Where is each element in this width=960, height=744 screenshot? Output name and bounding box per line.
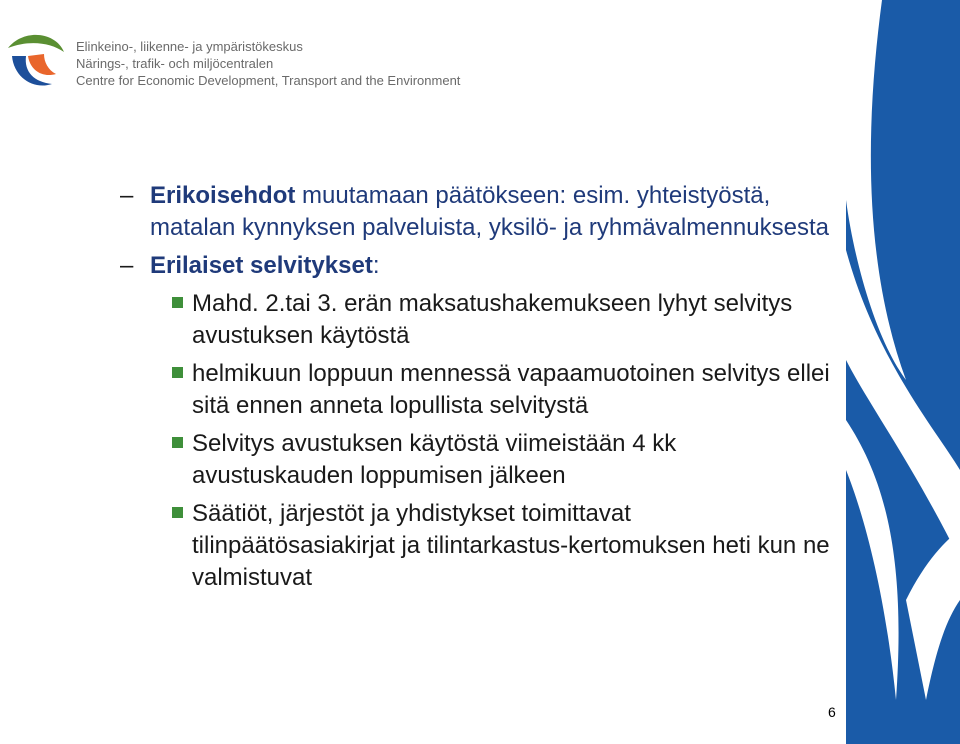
item-text: helmikuun loppuun mennessä vapaamuotoinen selvitys ellei sitä ennen anneta lopullista selvitystä	[192, 360, 830, 419]
dash-marker: –	[120, 252, 134, 279]
square-bullet-icon	[172, 367, 183, 378]
item-emphasis: Erilaiset selvitykset	[150, 252, 373, 279]
square-bullet-icon	[172, 507, 183, 518]
decorative-side-band	[846, 0, 960, 744]
dash-marker: –	[120, 182, 134, 209]
list-item	[120, 250, 840, 282]
list-item	[120, 358, 840, 422]
org-name-en: Centre for Economic Development, Transport and the Environment	[76, 73, 461, 88]
item-text: Mahd. 2.tai 3. erän maksatushakemukseen lyhyt selvitys avustuksen käytöstä	[192, 290, 793, 349]
item-text: Selvitys avustuksen käytöstä viimeistään 4 kk avustuskauden loppumisen jälkeen	[192, 430, 677, 489]
item-text: Säätiöt, järjestöt ja yhdistykset toimittavat tilinpäätösasiakirjat ja tilintarkastus-kertomuksen heti kun ne valmistuvat	[192, 500, 830, 591]
item-text: :	[372, 252, 380, 279]
square-bullet-icon	[172, 297, 183, 308]
item-emphasis: Erikoisehdot	[150, 182, 296, 209]
organization-name	[76, 38, 460, 89]
ely-logo-icon	[4, 26, 70, 92]
square-bullet-icon	[172, 437, 183, 448]
list-item	[120, 288, 840, 352]
page-number: 6	[828, 704, 836, 720]
list-item	[120, 428, 840, 492]
slide-body	[120, 180, 840, 600]
list-item	[120, 180, 840, 244]
org-name-sv: Närings-, trafik- och miljöcentralen	[76, 56, 274, 71]
org-name-fi: Elinkeino-, liikenne- ja ympäristökeskus	[76, 39, 303, 54]
item-text: muutamaan päätökseen: esim. yhteistyöstä, matalan kynnyksen palveluista, yksilö- ja ryhmävalmennuksesta	[150, 182, 829, 241]
list-item	[120, 498, 840, 594]
